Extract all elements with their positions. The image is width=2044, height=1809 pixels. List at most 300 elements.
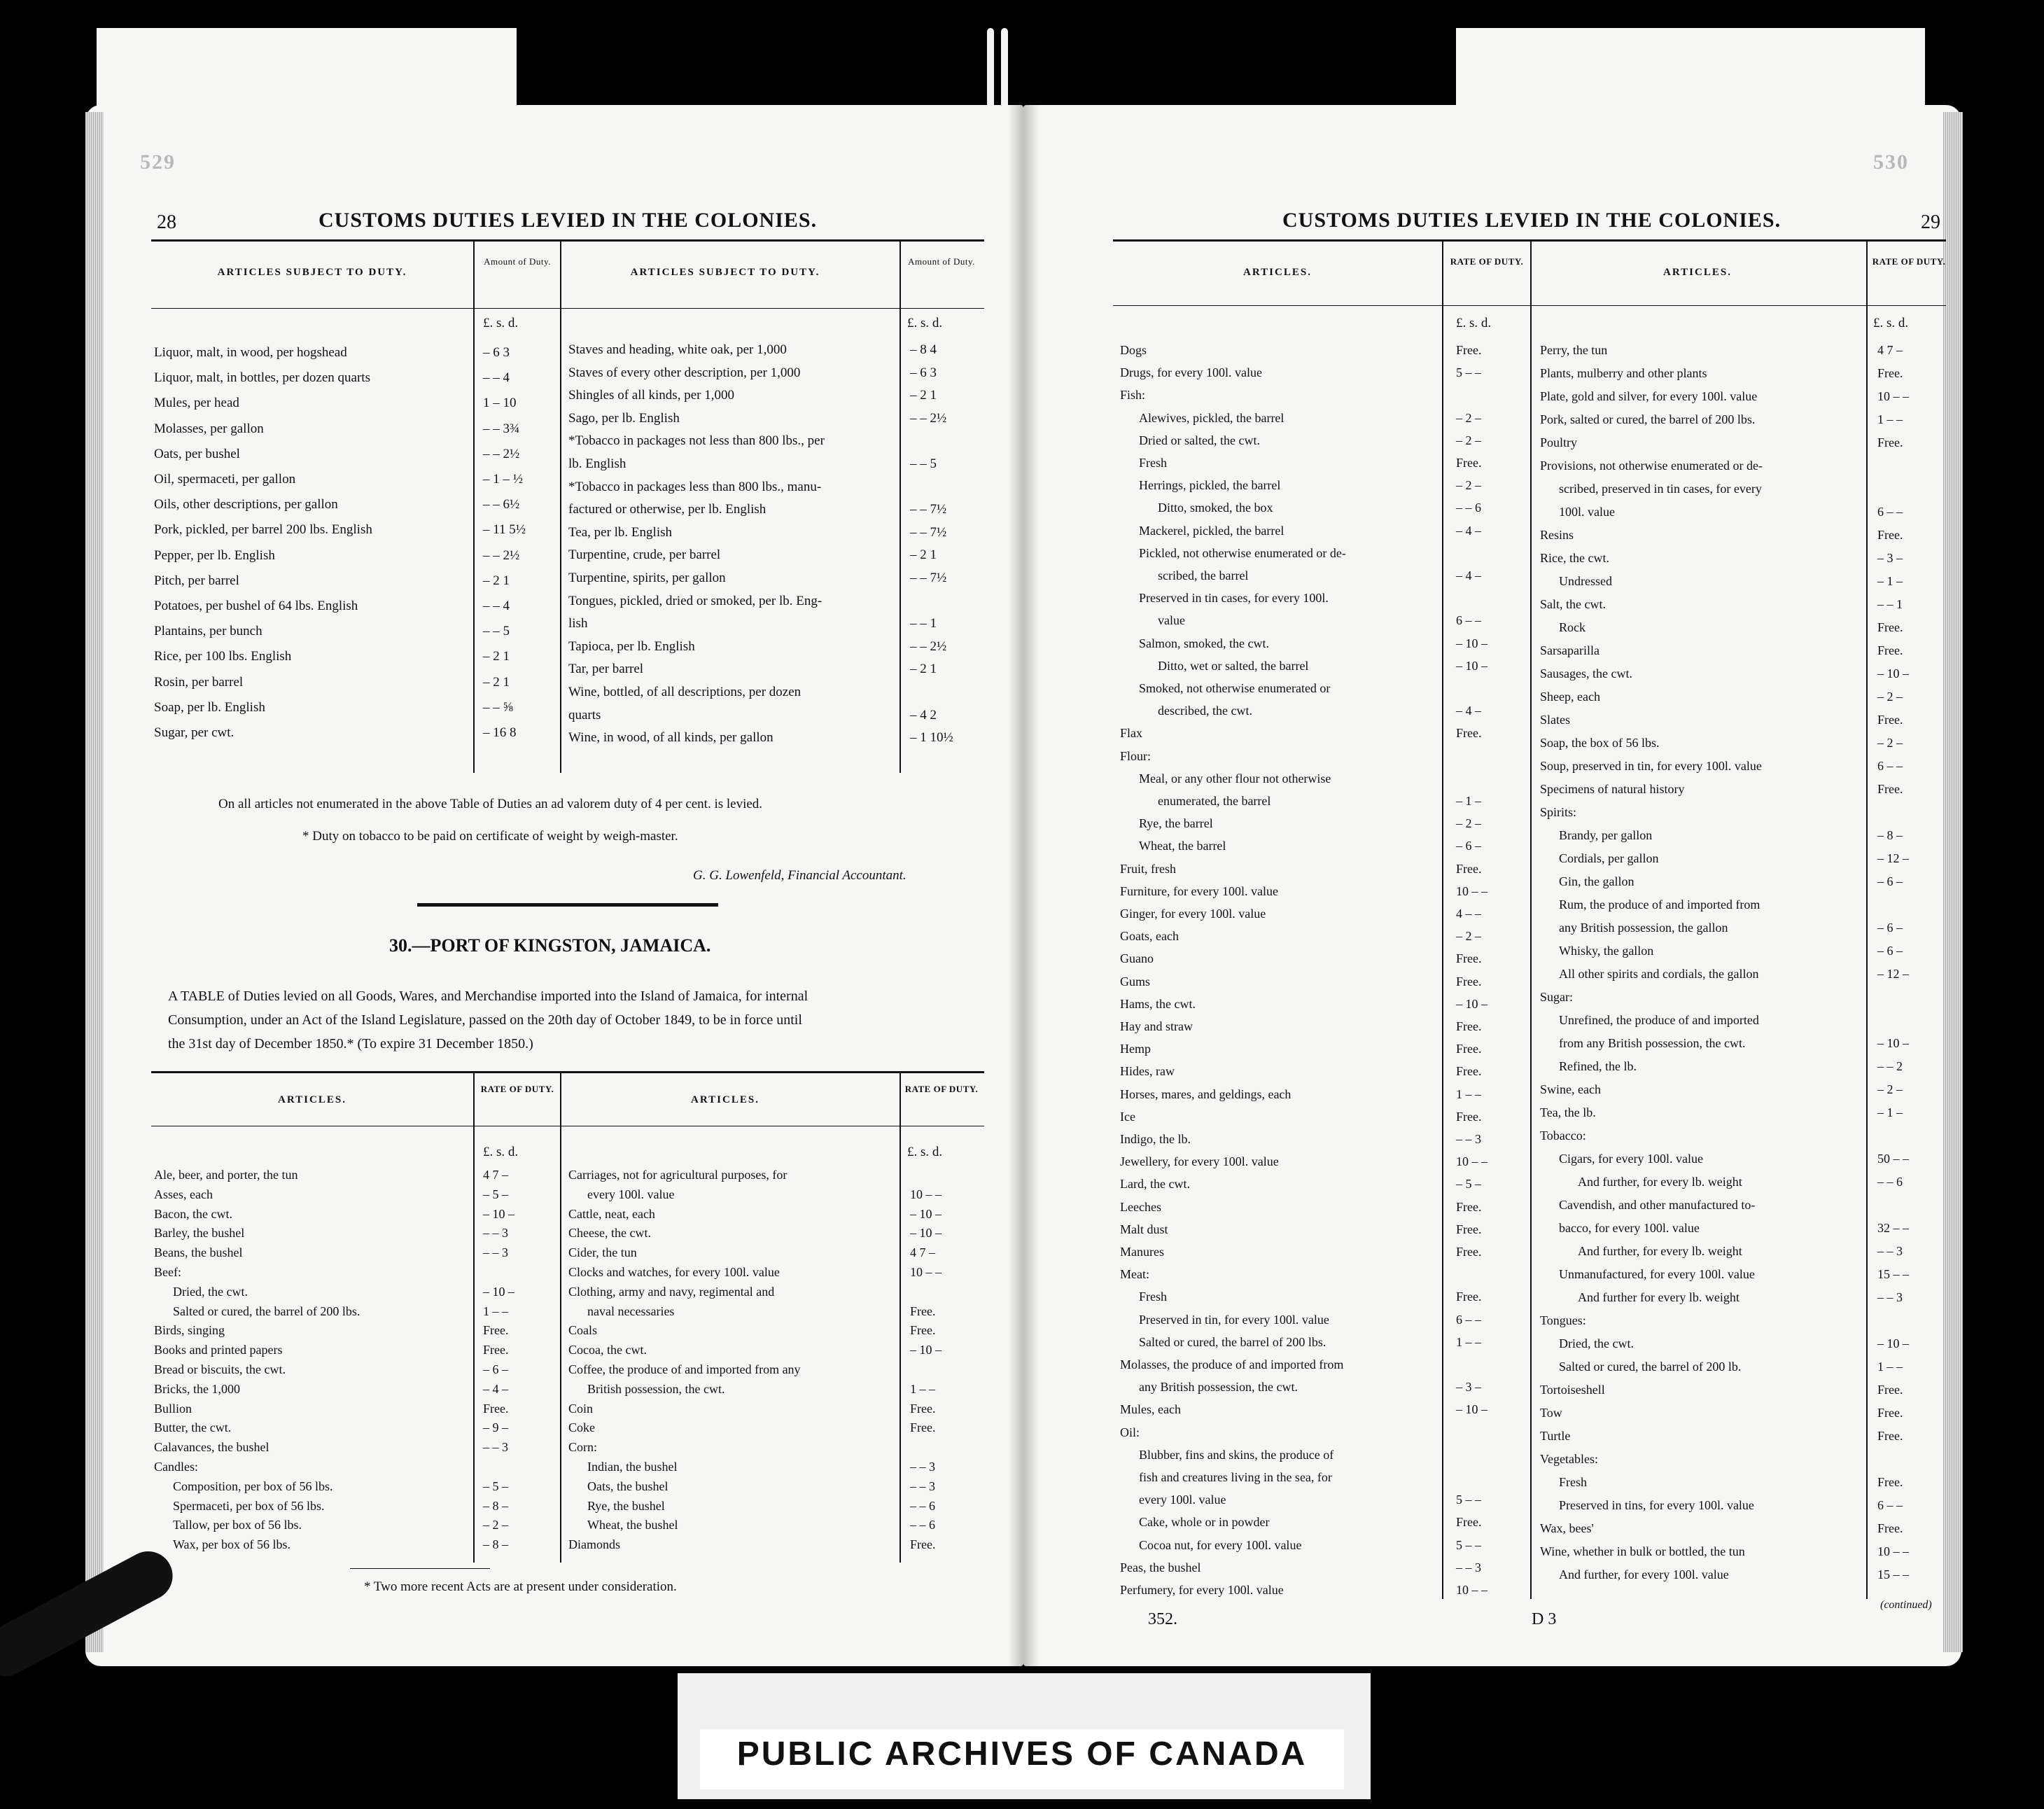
duty-value: – 2 – [1456, 478, 1481, 493]
article-name: Tow [1540, 1406, 1562, 1420]
duty-value: – – 2½ [483, 446, 520, 461]
article-name: Bacon, the cwt. [154, 1206, 232, 1221]
table-rule [151, 1071, 984, 1073]
article-name: enumerated, the barrel [1120, 794, 1271, 808]
article-name: Dried, the cwt. [1540, 1336, 1634, 1350]
duty-value: Free. [1877, 782, 1903, 796]
duty-value: – – 3 [483, 1226, 508, 1241]
section-divider [417, 903, 718, 907]
duty-value: – 6 – [1456, 839, 1481, 853]
duty-value: – – 4 [483, 370, 510, 386]
article-name: Sheep, each [1540, 690, 1600, 704]
article-name: Turpentine, spirits, per gallon [568, 571, 726, 585]
duty-value: Free. [1456, 1515, 1482, 1530]
col-header-articles: ARTICLES. [1663, 267, 1732, 278]
article-name: Brandy, per gallon [1540, 828, 1653, 842]
duty-value: 1 – – [910, 1381, 935, 1396]
article-name: Bullion [154, 1401, 192, 1416]
duty-value: Free. [1456, 861, 1482, 876]
col-header-articles: ARTICLES. [691, 1094, 760, 1105]
duty-value: Free. [1877, 1406, 1903, 1420]
header-rule [1113, 239, 1946, 242]
article-name: Cheese, the cwt. [568, 1226, 651, 1241]
duty-value: – 8 – [1877, 828, 1903, 842]
duty-value: – 6 – [1877, 921, 1903, 935]
article-name: Cider, the tun [568, 1245, 637, 1260]
duty-value: – 8 4 [910, 342, 937, 357]
duty-value: – 10 – [1456, 1402, 1488, 1417]
duty-value: – – 7½ [910, 571, 947, 585]
column-rule [899, 1073, 901, 1563]
duty-value: 4 7 – [1877, 343, 1903, 357]
article-name: And further, for every 100l. value [1540, 1567, 1729, 1581]
col-header-articles: ARTICLES SUBJECT TO DUTY. [630, 267, 820, 278]
duty-value: – 12 – [1877, 851, 1909, 865]
duty-value: – – 2½ [483, 547, 520, 563]
duty-value: – 6 3 [483, 345, 510, 360]
article-name: Oats, per bushel [154, 446, 240, 461]
article-name: Wax, per box of 56 lbs. [154, 1537, 291, 1552]
article-name: Salted or cured, the barrel of 200 lbs. [154, 1304, 360, 1318]
archive-label: PUBLIC ARCHIVES OF CANADA [736, 1735, 1308, 1773]
duty-value: Free. [1456, 1245, 1482, 1259]
duty-value: – 4 – [1456, 704, 1481, 718]
column-rule [899, 241, 901, 773]
duty-value: – 2 – [1456, 816, 1481, 831]
article-name: Staves of every other description, per 1,000 [568, 365, 801, 380]
article-name: Sausages, the cwt. [1540, 666, 1632, 680]
duty-value: – 2 – [1877, 736, 1903, 750]
column-rule [1530, 241, 1532, 1599]
duty-value: – 1 – [1877, 1105, 1903, 1119]
article-name: Pickled, not otherwise enumerated or de- [1120, 545, 1346, 560]
duty-value: – – 4 [483, 599, 510, 613]
article-name: naval necessaries [568, 1304, 675, 1318]
duty-value: – – 3 [910, 1460, 935, 1474]
article-name: Unmanufactured, for every 100l. value [1540, 1267, 1755, 1281]
article-name: Soap, per lb. English [154, 699, 265, 715]
duty-value: Free. [910, 1537, 936, 1552]
duty-value: – 5 – [483, 1479, 508, 1493]
article-name: And further, for every lb. weight [1540, 1175, 1742, 1189]
duty-value: 10 – – [1456, 1583, 1488, 1597]
article-name: Refined, the lb. [1540, 1059, 1637, 1073]
article-name: Pepper, per lb. English [154, 547, 275, 563]
duty-value: – 3 – [1877, 551, 1903, 565]
duty-value: – 2 – [483, 1518, 508, 1532]
ad-valorem-note: On all articles not enumerated in the above Table of Duties an ad valorem duty of 4 per cent. is levied. [218, 797, 763, 811]
article-name: Tar, per barrel [568, 662, 644, 677]
article-name: Furniture, for every 100l. value [1120, 883, 1278, 898]
article-name: any British possession, the gallon [1540, 921, 1728, 935]
article-name: Spermaceti, per box of 56 lbs. [154, 1498, 325, 1513]
article-name: Indian, the bushel [568, 1460, 678, 1474]
duty-value: – 10 – [910, 1343, 941, 1357]
article-name: Beans, the bushel [154, 1245, 243, 1260]
column-rule [1866, 241, 1868, 1599]
duty-value: – 2 1 [910, 662, 937, 677]
duty-value: – – 6 [910, 1498, 935, 1513]
article-name: Coke [568, 1420, 595, 1435]
article-name: *Tobacco in packages not less than 800 lbs., per [568, 433, 825, 449]
article-name: Cake, whole or in powder [1120, 1515, 1270, 1530]
article-name: Fresh [1540, 1475, 1587, 1489]
duty-value: – 8 – [483, 1498, 508, 1513]
article-name: Rice, per 100 lbs. English [154, 649, 292, 664]
article-name: Goats, each [1120, 929, 1179, 944]
article-name: Poultry [1540, 435, 1578, 449]
article-name: Fish: [1120, 388, 1146, 403]
duty-value: – – 3 [1877, 1244, 1903, 1258]
article-name: Rye, the barrel [1120, 816, 1213, 831]
article-name: Drugs, for every 100l. value [1120, 365, 1262, 380]
duty-value: – 12 – [1877, 967, 1909, 981]
duty-value: 5 – – [1456, 1493, 1481, 1507]
duty-value: – 10 – [483, 1284, 514, 1299]
duty-value: 6 – – [1456, 613, 1481, 628]
article-name: Wax, bees' [1540, 1521, 1594, 1535]
duty-value: Free. [1877, 713, 1903, 727]
article-name: Tea, the lb. [1540, 1105, 1596, 1119]
article-name: Pitch, per barrel [154, 573, 239, 588]
article-name: Rock [1540, 620, 1586, 634]
article-name: Plate, gold and silver, for every 100l. value [1540, 389, 1758, 403]
duty-value: Free. [1877, 435, 1903, 449]
duty-value: 1 – – [1877, 412, 1903, 426]
duty-value: 4 7 – [483, 1168, 508, 1182]
duty-value: 6 – – [1877, 505, 1903, 519]
article-name: Oil, spermaceti, per gallon [154, 472, 296, 487]
article-name: Tortoiseshell [1540, 1383, 1605, 1397]
duty-value: – 2 – [1456, 410, 1481, 425]
article-name: Perfumery, for every 100l. value [1120, 1583, 1284, 1597]
article-name: Diamonds [568, 1537, 620, 1552]
duty-value: – 10 – [910, 1206, 941, 1221]
article-name: Wine, bottled, of all descriptions, per dozen [568, 685, 802, 699]
duty-value: Free. [1877, 366, 1903, 380]
article-name: Cigars, for every 100l. value [1540, 1152, 1703, 1166]
duty-value: – 2 1 [910, 547, 937, 563]
duty-value: – 1 10½ [910, 730, 953, 746]
article-name: Malt dust [1120, 1222, 1168, 1236]
duty-value: – – 3 [1456, 1132, 1481, 1146]
article-name: Horses, mares, and geldings, each [1120, 1087, 1292, 1101]
duty-value: 10 – – [1877, 389, 1909, 403]
article-name: Leeches [1120, 1199, 1161, 1214]
article-name: Tongues, pickled, dried or smoked, per lb. Eng- [568, 593, 822, 608]
duty-value: Free. [1877, 643, 1903, 657]
duty-value: Free. [1877, 1475, 1903, 1489]
article-name: 100l. value [1540, 505, 1615, 519]
article-name: lb. English [568, 456, 626, 471]
currency-header: £. s. d. [483, 1145, 519, 1159]
duty-value: – – 6 [1456, 501, 1481, 515]
col-header-rate: RATE OF DUTY. [480, 1084, 554, 1094]
article-name: Clocks and watches, for every 100l. value [568, 1265, 780, 1279]
duty-value: – – 6 [1877, 1175, 1903, 1189]
duty-value: – – 7½ [910, 524, 947, 540]
article-name: Specimens of natural history [1540, 782, 1685, 796]
duty-value: – 1 – [1456, 794, 1481, 808]
duty-value: 6 – – [1877, 1498, 1903, 1512]
duty-value: – – 6 [910, 1518, 935, 1532]
article-name: Mules, per head [154, 396, 239, 411]
duty-value: 1 – 10 [483, 396, 517, 411]
article-name: Indigo, the lb. [1120, 1132, 1191, 1146]
signature: G. G. Lowenfeld, Financial Accountant. [693, 868, 906, 883]
duty-value: Free. [1877, 528, 1903, 542]
duty-value: Free. [910, 1304, 936, 1318]
article-name: fish and creatures living in the sea, for [1120, 1470, 1332, 1484]
duty-value: Free. [1456, 1042, 1482, 1056]
duty-value: 10 – – [910, 1187, 941, 1201]
article-name: Perry, the tun [1540, 343, 1608, 357]
duty-value: 1 – – [1456, 1334, 1481, 1349]
article-name: Wheat, the barrel [1120, 839, 1226, 853]
article-name: Dried or salted, the cwt. [1120, 433, 1260, 447]
article-name: Molasses, per gallon [154, 421, 264, 436]
duty-value: – 2 1 [910, 388, 937, 403]
duty-value: Free. [1456, 1199, 1482, 1214]
duty-value: 5 – – [1456, 1537, 1481, 1552]
duty-value: 4 7 – [910, 1245, 935, 1260]
duty-value: 4 – – [1456, 907, 1481, 921]
duty-value: Free. [1456, 1290, 1482, 1304]
section-title: 30.—PORT OF KINGSTON, JAMAICA. [389, 935, 711, 956]
article-name: Rice, the cwt. [1540, 551, 1609, 565]
article-name: Alewives, pickled, the barrel [1120, 410, 1284, 425]
article-name: Wheat, the bushel [568, 1518, 678, 1532]
duty-value: Free. [1877, 1521, 1903, 1535]
article-name: And further for every lb. weight [1540, 1290, 1740, 1304]
currency-header: £. s. d. [907, 316, 943, 330]
duty-value: – 10 – [1877, 1036, 1909, 1050]
column-rule [473, 241, 475, 773]
duty-value: – – 2 [1877, 1059, 1903, 1073]
article-name: Oil: [1120, 1425, 1140, 1439]
duty-value: Free. [1877, 1429, 1903, 1443]
header-rule [151, 239, 984, 242]
duty-value: – 2 1 [483, 649, 510, 664]
article-name: Cattle, neat, each [568, 1206, 655, 1221]
table-rule [151, 308, 984, 309]
duty-value: Free. [483, 1343, 509, 1357]
duty-value: – 16 8 [483, 725, 517, 740]
duty-value: 5 – – [1456, 365, 1481, 380]
article-name: Swine, each [1540, 1082, 1601, 1096]
article-name: Cocoa, the cwt. [568, 1343, 647, 1357]
article-name: Meal, or any other flour not otherwise [1120, 771, 1331, 785]
duty-value: 1 – – [483, 1304, 508, 1318]
article-name: Calavances, the bushel [154, 1440, 270, 1455]
article-name: British possession, the cwt. [568, 1381, 725, 1396]
duty-value: 10 – – [1456, 883, 1488, 898]
article-name: Jewellery, for every 100l. value [1120, 1154, 1279, 1169]
duty-value: – 6 – [1877, 874, 1903, 888]
duty-value: – – 1 [910, 616, 937, 631]
article-name: Molasses, the produce of and imported from [1120, 1357, 1344, 1371]
duty-value: – 2 – [1456, 433, 1481, 447]
currency-header: £. s. d. [483, 316, 519, 330]
article-name: Soap, the box of 56 lbs. [1540, 736, 1660, 750]
article-name: any British possession, the cwt. [1120, 1380, 1298, 1395]
article-name: Staves and heading, white oak, per 1,000 [568, 342, 787, 357]
article-name: Dried, the cwt. [154, 1284, 248, 1299]
article-name: Ale, beer, and porter, the tun [154, 1168, 298, 1182]
article-name: Salt, the cwt. [1540, 597, 1606, 611]
article-name: Flour: [1120, 748, 1152, 763]
duty-value: 32 – – [1877, 1221, 1909, 1235]
duty-value: – 6 3 [910, 365, 937, 380]
article-name: factured or otherwise, per lb. English [568, 502, 766, 517]
duty-value: – 2 1 [483, 674, 510, 690]
article-name: Salted or cured, the barrel of 200 lbs. [1120, 1334, 1326, 1349]
article-name: Cavendish, and other manufactured to- [1540, 1198, 1756, 1212]
duty-value: – 8 – [483, 1537, 508, 1552]
article-name: Liquor, malt, in wood, per hogshead [154, 345, 347, 360]
duty-value: 1 – – [1456, 1087, 1481, 1101]
article-name: Corn: [568, 1440, 598, 1455]
article-name: scribed, preserved in tin cases, for every [1540, 482, 1762, 496]
duty-value: – – 3¾ [483, 421, 520, 436]
article-name: Barley, the bushel [154, 1226, 245, 1241]
duty-value: – – 3 [1877, 1290, 1903, 1304]
article-name: quarts [568, 707, 601, 722]
duty-value: Free. [1877, 620, 1903, 634]
duty-value: – 11 5½ [483, 522, 526, 538]
duty-value: – 3 – [1456, 1380, 1481, 1395]
page-edge-right [1943, 112, 1963, 1652]
duty-value: Free. [1456, 726, 1482, 741]
duty-value: 15 – – [1877, 1267, 1909, 1281]
article-name: Gums [1120, 974, 1151, 989]
article-name: value [1120, 613, 1185, 628]
duty-value: – – 3 [483, 1440, 508, 1455]
article-name: Vegetables: [1540, 1452, 1598, 1466]
duty-value: – – 3 [1456, 1560, 1481, 1574]
duty-value: Free. [1456, 456, 1482, 470]
intro-line-2: Consumption, under an Act of the Island Legislature, passed on the 20th day of October 1849, to be in force until [168, 1012, 802, 1028]
article-name: Soup, preserved in tin, for every 100l. value [1540, 759, 1762, 773]
article-name: Provisions, not otherwise enumerated or de- [1540, 459, 1763, 473]
article-name: Tea, per lb. English [568, 524, 672, 540]
article-name: Tongues: [1540, 1313, 1586, 1327]
article-name: Salted or cured, the barrel of 200 lb. [1540, 1360, 1742, 1374]
article-name: Rye, the bushel [568, 1498, 665, 1513]
article-name: Plants, mulberry and other plants [1540, 366, 1707, 380]
article-name: Coals [568, 1323, 598, 1338]
duty-value: – 10 – [1456, 996, 1488, 1011]
col-header-rate: RATE OF DUTY. [1872, 256, 1946, 267]
article-name: Guano [1120, 951, 1154, 966]
article-name: All other spirits and cordials, the gallon [1540, 967, 1759, 981]
article-name: Whisky, the gallon [1540, 944, 1654, 958]
running-head-left: CUSTOMS DUTIES LEVIED IN THE COLONIES. [318, 209, 818, 232]
duty-value: – 2 – [1456, 929, 1481, 944]
duty-value: Free. [483, 1323, 509, 1338]
article-name: Oats, the bushel [568, 1479, 668, 1493]
article-name: lish [568, 616, 588, 631]
duty-value: – 4 – [1456, 523, 1481, 538]
article-name: Unrefined, the produce of and imported [1540, 1013, 1759, 1027]
article-name: Gin, the gallon [1540, 874, 1634, 888]
duty-value: Free. [1456, 1019, 1482, 1033]
duty-value: 10 – – [910, 1265, 941, 1279]
article-name: every 100l. value [568, 1187, 675, 1201]
article-name: Asses, each [154, 1187, 213, 1201]
article-name: Ice [1120, 1109, 1135, 1124]
column-rule [560, 1073, 561, 1563]
duty-value: – 2 1 [483, 573, 510, 588]
article-name: Butter, the cwt. [154, 1420, 232, 1435]
duty-value: – – ⅝ [483, 699, 513, 715]
currency-header: £. s. d. [1873, 316, 1909, 330]
article-name: Slates [1540, 713, 1570, 727]
col-header-articles: ARTICLES SUBJECT TO DUTY. [217, 267, 407, 278]
duty-value: Free. [1456, 1064, 1482, 1079]
duty-value: – 6 – [1877, 944, 1903, 958]
column-rule [560, 241, 561, 773]
article-name: And further, for every lb. weight [1540, 1244, 1742, 1258]
duty-value: – 6 – [483, 1362, 508, 1376]
duty-value: – – 5 [483, 624, 510, 639]
duty-value: Free. [1456, 1109, 1482, 1124]
page-edge-left [85, 112, 104, 1652]
duty-value: – 1 – ½ [483, 472, 523, 487]
duty-value: Free. [910, 1323, 936, 1338]
article-name: Fresh [1120, 1290, 1167, 1304]
article-name: Fresh [1120, 456, 1167, 470]
duty-value: – 4 – [483, 1381, 508, 1396]
article-name: Meat: [1120, 1267, 1149, 1282]
col-header-articles: ARTICLES. [278, 1094, 346, 1105]
article-name: Bread or biscuits, the cwt. [154, 1362, 286, 1376]
article-name: Ginger, for every 100l. value [1120, 907, 1266, 921]
duty-value: 10 – – [1456, 1154, 1488, 1169]
article-name: Hay and straw [1120, 1019, 1193, 1033]
currency-header: £. s. d. [907, 1145, 943, 1159]
article-name: Liquor, malt, in bottles, per dozen quarts [154, 370, 370, 386]
article-name: bacco, for every 100l. value [1540, 1221, 1700, 1235]
duty-value: 50 – – [1877, 1152, 1909, 1166]
article-name: Salmon, smoked, the cwt. [1120, 636, 1269, 650]
article-name: Rum, the produce of and imported from [1540, 897, 1760, 912]
duty-value: – 4 2 [910, 707, 937, 722]
article-name: Mules, each [1120, 1402, 1181, 1417]
article-name: Tapioca, per lb. English [568, 638, 695, 654]
article-name: Undressed [1540, 574, 1612, 588]
footnote: * Two more recent Acts are at present under consideration. [364, 1579, 677, 1594]
article-name: Spirits: [1540, 805, 1577, 819]
article-name: Shingles of all kinds, per 1,000 [568, 388, 734, 403]
article-name: Wine, whether in bulk or bottled, the tun [1540, 1544, 1745, 1558]
article-name: Books and printed papers [154, 1343, 283, 1357]
duty-value: – 1 – [1877, 574, 1903, 588]
duty-value: – 5 – [1456, 1177, 1481, 1192]
article-name: Pork, salted or cured, the barrel of 200 lbs. [1540, 412, 1756, 426]
duty-value: Free. [1456, 974, 1482, 989]
article-name: Clothing, army and navy, regimental and [568, 1284, 775, 1299]
article-name: every 100l. value [1120, 1493, 1226, 1507]
intro-line-3: the 31st day of December 1850.* (To expire 31 December 1850.) [168, 1036, 533, 1052]
article-name: Rosin, per barrel [154, 674, 244, 690]
article-name: Manures [1120, 1245, 1164, 1259]
col-header-articles: ARTICLES. [1243, 267, 1312, 278]
article-name: Tallow, per box of 56 lbs. [154, 1518, 302, 1532]
duty-value: – – 2½ [910, 410, 947, 426]
duty-value: – 2 – [1877, 690, 1903, 704]
article-name: Potatoes, per bushel of 64 lbs. English [154, 599, 358, 613]
